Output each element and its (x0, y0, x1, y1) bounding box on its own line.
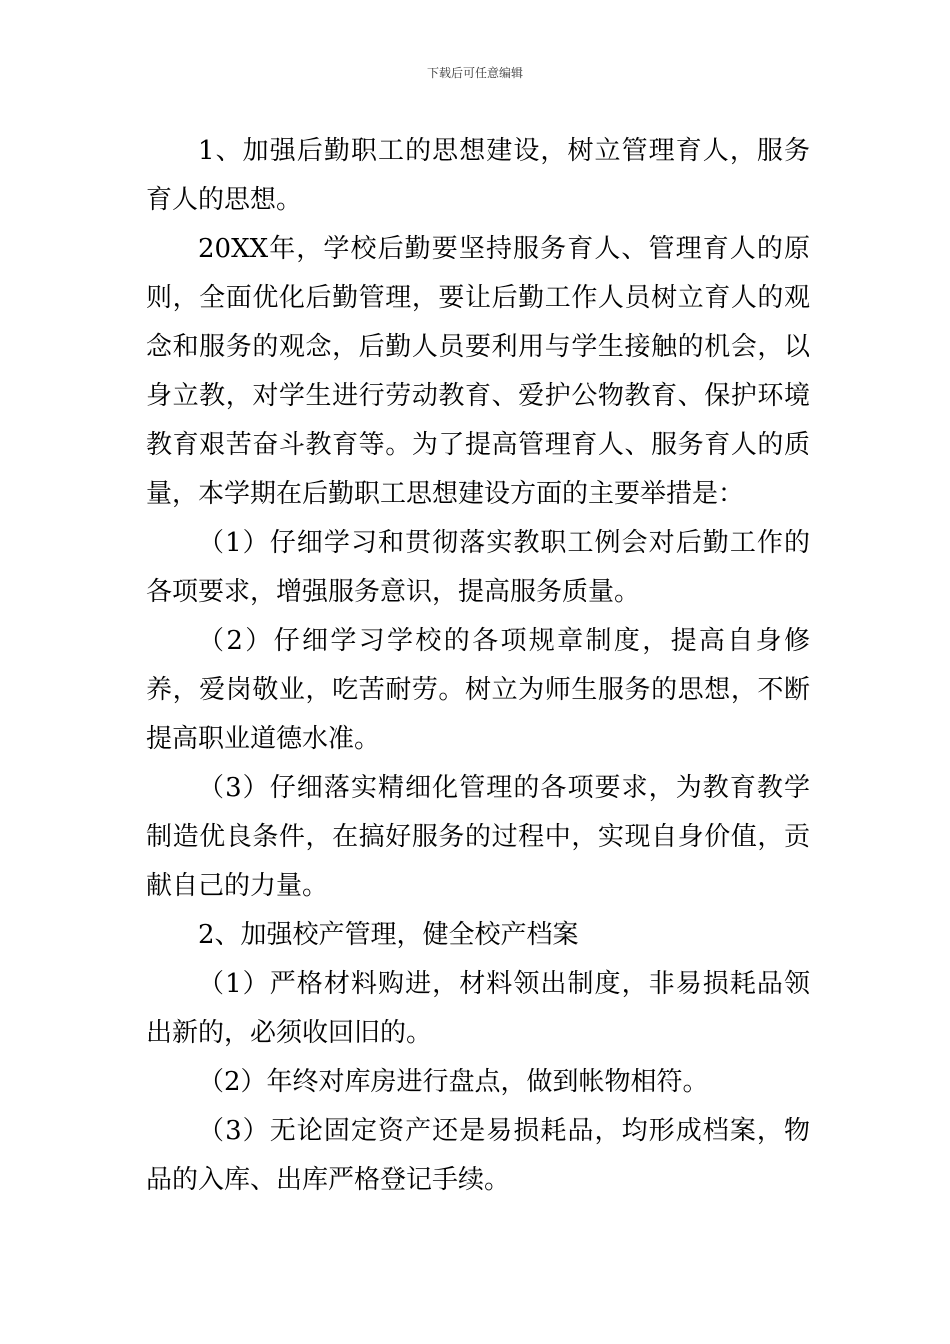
section-heading-2: 2、加强校产管理，健全校产档案 (198, 920, 579, 950)
list-item: （1）仔细学习和贯彻落实教职工例会对后勤工作的各项要求，增强服务意识，提高服务质量。 (146, 528, 810, 607)
list-item: （2）年终对库房进行盘点，做到帐物相符。 (198, 1067, 709, 1097)
list-item: （3）仔细落实精细化管理的各项要求，为教育教学制造优良条件，在搞好服务的过程中，实现自身价值，贡献自己的力量。 (146, 773, 810, 901)
list-item: （1）严格材料购进，材料领出制度，非易损耗品领出新的，必须收回旧的。 (146, 969, 810, 1048)
body-paragraph: 20XX年，学校后勤要坚持服务育人、管理育人的原则，全面优化后勤管理，要让后勤工作人员树立育人的观念和服务的观念，后勤人员要利用与学生接触的机会，以身立教，对学生进行劳动教育、爱护公物教育、保护环境教育艰苦奋斗教育等。为了提高管理育人、服务育人的质量，本学期在后勤职工思想建设方面的主要举措是： (146, 234, 810, 509)
list-item: （2）仔细学习学校的各项规章制度，提高自身修养，爱岗敬业，吃苦耐劳。树立为师生服务的思想，不断提高职业道德水准。 (146, 626, 810, 754)
document-body (146, 127, 810, 1205)
list-item: （3）无论固定资产还是易损耗品，均形成档案，物品的入库、出库严格登记手续。 (146, 1116, 810, 1195)
section-heading-1: 1、加强后勤职工的思想建设，树立管理育人，服务育人的思想。 (146, 136, 810, 215)
header-note: 下载后可任意编辑 (426, 66, 523, 80)
